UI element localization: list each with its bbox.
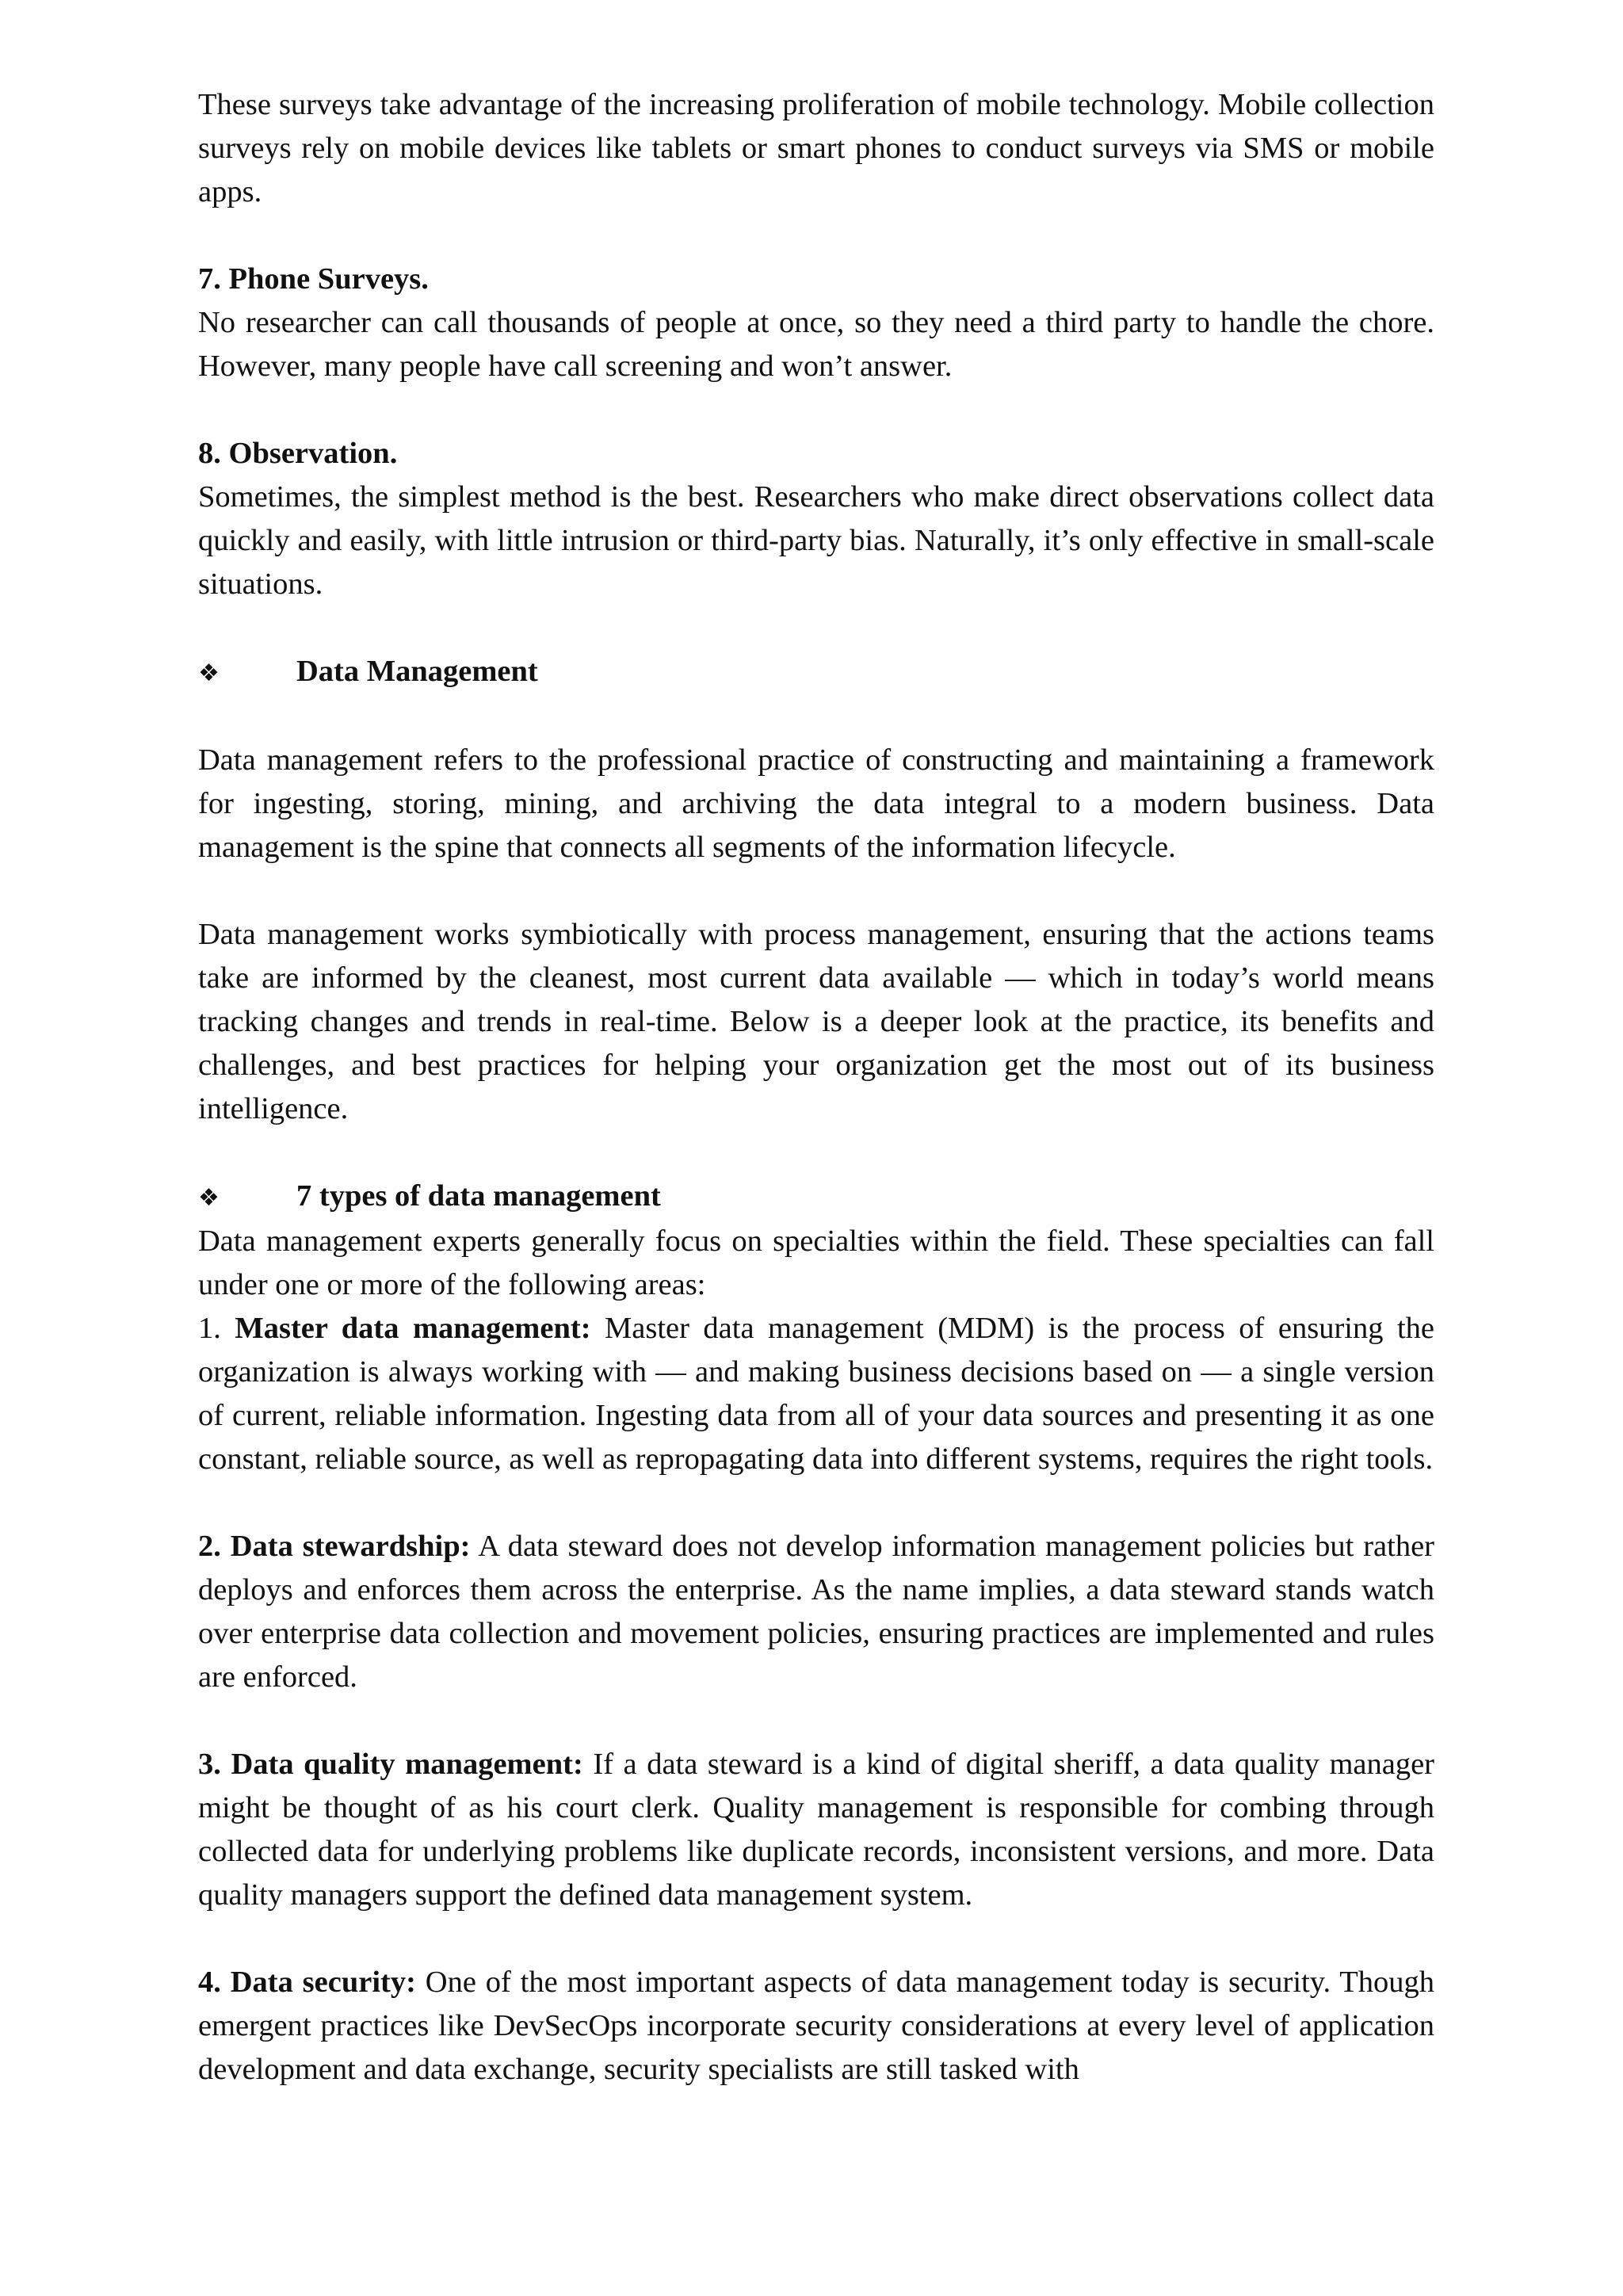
data-management-paragraph-2: Data management works symbiotically with process management, ensuring that the actions teams take are informed by the cleanest, most current data available — which in today’s world means tracking changes and trends in real-time. Below is a deeper look at the practice, its benefits and challenges, and best practices for helping your organization get the most out of its business intelligence.	[198, 918, 1434, 1125]
spacer	[198, 695, 1434, 739]
diamond-bullet-icon: ❖	[198, 1184, 220, 1212]
spacer	[198, 1917, 1434, 1961]
observation-body: Sometimes, the simplest method is the best. Researchers who make direct observations collect data quickly and easily, with little intrusion or third-party bias. Naturally, it’s only effective in small-scale situations.	[198, 480, 1434, 601]
spacer	[198, 388, 1434, 432]
spacer	[198, 214, 1434, 258]
type-item-data-quality	[198, 1743, 1434, 1917]
type-item-text: One of the most important aspects of data management today is security. Though emergent practices like DevSecOps incorporate security considerations at every level of application development and data exchange, security specialists are still tasked with	[198, 1966, 1435, 2086]
observation-heading: 8. Observation.	[198, 437, 398, 470]
type-item-data-security	[198, 1961, 1434, 2092]
types-intro: Data management experts generally focus on specialties within the field. These specialties can fall under one or more of the following areas:	[198, 1224, 1434, 1301]
type-item-master-data	[198, 1307, 1434, 1481]
data-management-heading-row	[198, 650, 1434, 695]
types-heading-row	[198, 1175, 1434, 1220]
type-item-data-stewardship	[198, 1525, 1434, 1699]
type-item-text: A data steward does not develop information management policies but rather deploys and enforces them across the enterprise. As the name implies, a data steward stands watch over enterprise data collection and movement policies, ensuring practices are implemented and rules are enforced.	[198, 1530, 1434, 1694]
type-item-text: If a data steward is a kind of digital sheriff, a data quality manager might be thought of as his court clerk. Quality management is responsible for combing through collected data for underlying problems like duplicate records, inconsistent versions, and more. Data quality managers support the defined data management system.	[198, 1748, 1434, 1912]
spacer	[198, 869, 1434, 913]
type-item-number: 1.	[198, 1312, 235, 1345]
data-management-heading: Data Management	[296, 655, 538, 688]
type-item-term: 4. Data security:	[198, 1966, 416, 1999]
data-management-paragraph-1: Data management refers to the professional practice of constructing and maintaining a framework for ingesting, storing, mining, and archiving the data integral to a modern business. Data management is the spine that connects all segments of the information lifecycle.	[198, 743, 1434, 864]
phone-surveys-heading: 7. Phone Surveys.	[198, 262, 429, 296]
phone-surveys-body: No researcher can call thousands of people at once, so they need a third party to handle the chore. However, many people have call screening and won’t answer.	[198, 306, 1434, 383]
spacer	[198, 1481, 1434, 1525]
spacer	[198, 1699, 1434, 1743]
spacer	[198, 1131, 1434, 1175]
types-heading: 7 types of data management	[296, 1179, 661, 1213]
type-item-term: 2. Data stewardship:	[198, 1530, 471, 1563]
intro-paragraph: These surveys take advantage of the increasing proliferation of mobile technology. Mobile collection surveys rely on mobile devices like tablets or smart phones to conduct surveys via SMS or mobile apps.	[198, 88, 1434, 208]
diamond-bullet-icon: ❖	[198, 659, 220, 687]
document-page	[198, 83, 1434, 2092]
type-item-text: Master data management (MDM) is the process of ensuring the organization is always working with — and making business decisions based on — a single version of current, reliable information. Ingesting data from all of your data sources and presenting it as one constant, reliable source, as well as repropagating data into different systems, requires the right tools.	[198, 1312, 1434, 1476]
spacer	[198, 606, 1434, 650]
type-item-term: Master data management:	[235, 1312, 591, 1345]
type-item-term: 3. Data quality management:	[198, 1748, 583, 1781]
